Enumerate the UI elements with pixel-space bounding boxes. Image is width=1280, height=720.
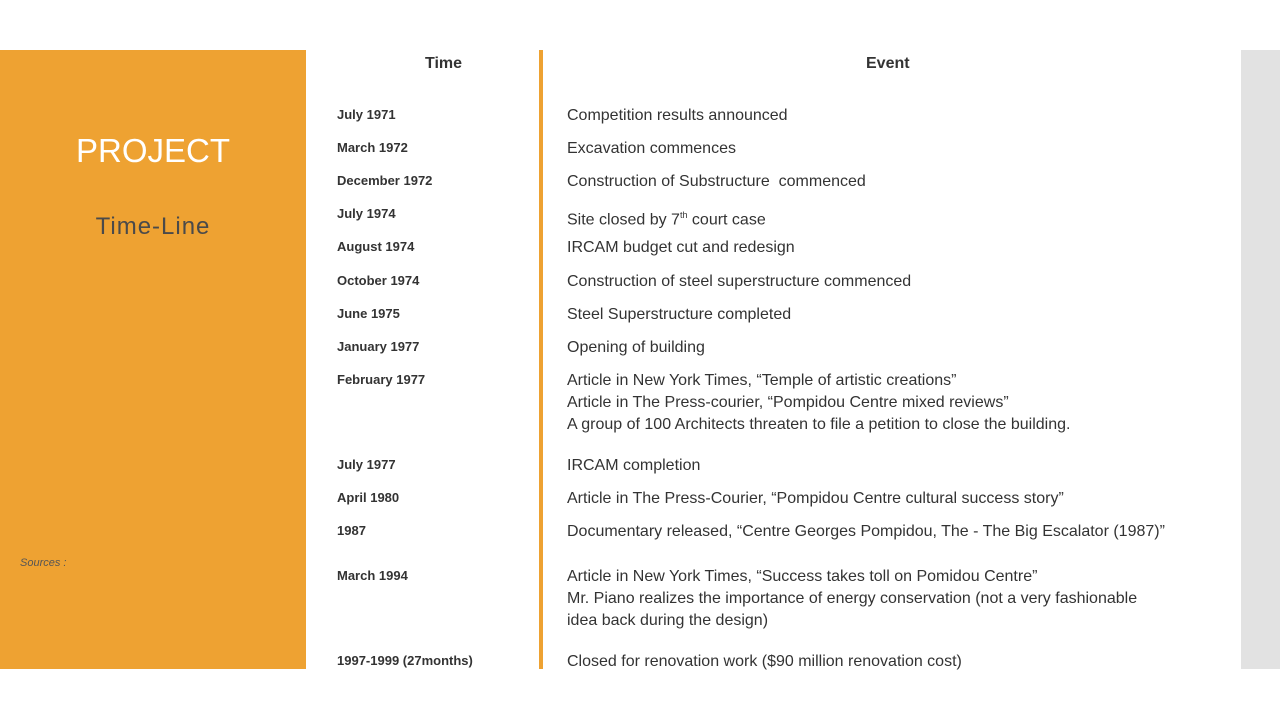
row-event-line: Article in New York Times, “Temple of artistic creations” (567, 372, 957, 389)
row-time: April 1980 (337, 490, 400, 505)
row-event (567, 204, 1227, 231)
row-time: July 1971 (337, 107, 396, 122)
row-event: Competition results announced (567, 107, 788, 124)
row-event: Construction of Substructure commenced (567, 173, 866, 190)
row-event-line: idea back during the design) (567, 612, 769, 629)
row-time: August 1974 (337, 239, 415, 254)
row-event: Construction of steel superstructure commenced (567, 273, 912, 290)
row-event-line: A group of 100 Architects threaten to file a petition to close the building. (567, 416, 1071, 433)
row-event: Opening of building (567, 339, 705, 356)
right-margin-panel (1241, 50, 1280, 669)
row-event: IRCAM completion (567, 457, 701, 474)
row-event (567, 566, 1227, 632)
row-event (567, 370, 1227, 436)
row-time: 1997-1999 (27months) (337, 653, 473, 668)
row-event: Excavation commences (567, 140, 736, 157)
row-time: July 1977 (337, 457, 396, 472)
row-event-superscript: th (679, 210, 688, 220)
row-event-line: Mr. Piano realizes the importance of energy conservation (not a very fashionable (567, 590, 1138, 607)
row-event: Closed for renovation work ($90 million renovation cost) (567, 653, 962, 670)
row-time: December 1972 (337, 173, 433, 188)
sidebar-panel (0, 50, 306, 669)
sidebar-subtitle: Time-Line (95, 213, 211, 240)
row-time: June 1975 (337, 306, 400, 321)
row-event: IRCAM budget cut and redesign (567, 239, 795, 256)
header-event: Event (866, 55, 910, 72)
row-event: Documentary released, “Centre Georges Pompidou, The - The Big Escalator (1987)” (567, 523, 1165, 540)
row-time: February 1977 (337, 372, 426, 387)
column-divider (539, 50, 543, 669)
header-time: Time (425, 55, 463, 72)
row-time: October 1974 (337, 273, 420, 288)
row-event-text: court case (687, 211, 766, 229)
row-time: January 1977 (337, 339, 420, 354)
row-event-line: Article in New York Times, “Success takes toll on Pomidou Centre” (567, 568, 1038, 585)
row-time: March 1994 (337, 568, 408, 583)
sidebar-title: PROJECT (75, 132, 230, 169)
row-time: March 1972 (337, 140, 408, 155)
row-event: Steel Superstructure completed (567, 306, 792, 323)
row-event: Article in The Press-Courier, “Pompidou Centre cultural success story” (567, 490, 1064, 507)
sources-label: Sources : (20, 557, 67, 569)
row-time: 1987 (337, 523, 366, 538)
row-event-line: Article in The Press-courier, “Pompidou Centre mixed reviews” (567, 394, 1009, 411)
row-event-text: Site closed by 7 (567, 211, 680, 229)
row-time: July 1974 (337, 206, 396, 221)
